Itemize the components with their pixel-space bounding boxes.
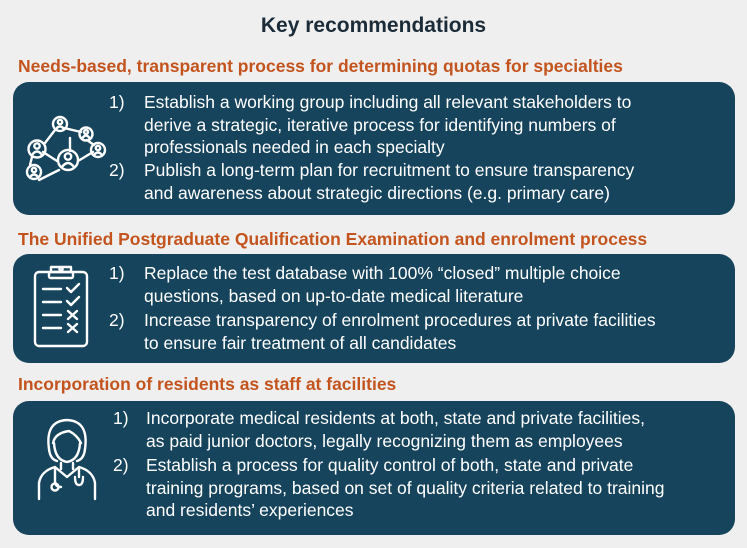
- list-item: [109, 159, 719, 205]
- item-text-line: Incorporate medical residents at both, state and private facilities,: [146, 408, 646, 428]
- item-text-line: and residents’ experiences: [146, 500, 354, 520]
- panel-quotas: [13, 82, 735, 215]
- item-text-line: to ensure fair treatment of all candidates: [144, 332, 457, 353]
- item-text-line: derive a strategic, iterative process for identifying numbers of: [144, 114, 616, 135]
- section-heading-examination: The Unified Postgraduate Qualification Examination and enrolment process: [18, 229, 648, 249]
- item-text-line: Increase transparency of enrolment procedures at private facilities: [144, 310, 656, 330]
- section-heading-residents: Incorporation of residents as staff at facilities: [18, 374, 397, 394]
- item-number: 2): [109, 310, 125, 330]
- item-text-line: and awareness about strategic directions (e.g. primary care): [144, 182, 610, 203]
- item-text-line: Replace the test database with 100% “closed” multiple choice: [144, 263, 621, 283]
- panel-residents: [13, 401, 735, 535]
- network-people-icon: [19, 110, 109, 190]
- item-number: 1): [109, 263, 125, 283]
- checklist-clipboard-icon: [31, 264, 93, 350]
- section-heading-quotas: Needs-based, transparent process for determining quotas for specialties: [18, 56, 623, 76]
- item-text-line: training programs, based on set of quality criteria related to training: [146, 477, 665, 498]
- list-item: [109, 91, 719, 159]
- panel-examination: [13, 254, 735, 363]
- item-text-line: questions, based on up-to-date medical literature: [144, 285, 524, 306]
- list-item: [109, 262, 729, 308]
- item-text-line: as paid junior doctors, legally recognizing them as employees: [146, 430, 623, 451]
- list-item: [113, 454, 733, 522]
- item-text-line: Establish a working group including all relevant stakeholders to: [144, 92, 632, 112]
- page-title: Key recommendations: [260, 14, 487, 37]
- item-text-line: Establish a process for quality control of both, state and private: [146, 455, 634, 475]
- list-item: [109, 309, 729, 355]
- item-number: 2): [113, 455, 129, 475]
- item-text-line: Publish a long-term plan for recruitment to ensure transparency: [144, 160, 635, 180]
- doctor-icon: [35, 415, 99, 501]
- item-number: 1): [113, 408, 129, 428]
- list-item: [113, 407, 733, 453]
- item-text-line: professionals needed in each specialty: [144, 137, 445, 157]
- item-number: 2): [109, 160, 125, 180]
- item-number: 1): [109, 92, 125, 112]
